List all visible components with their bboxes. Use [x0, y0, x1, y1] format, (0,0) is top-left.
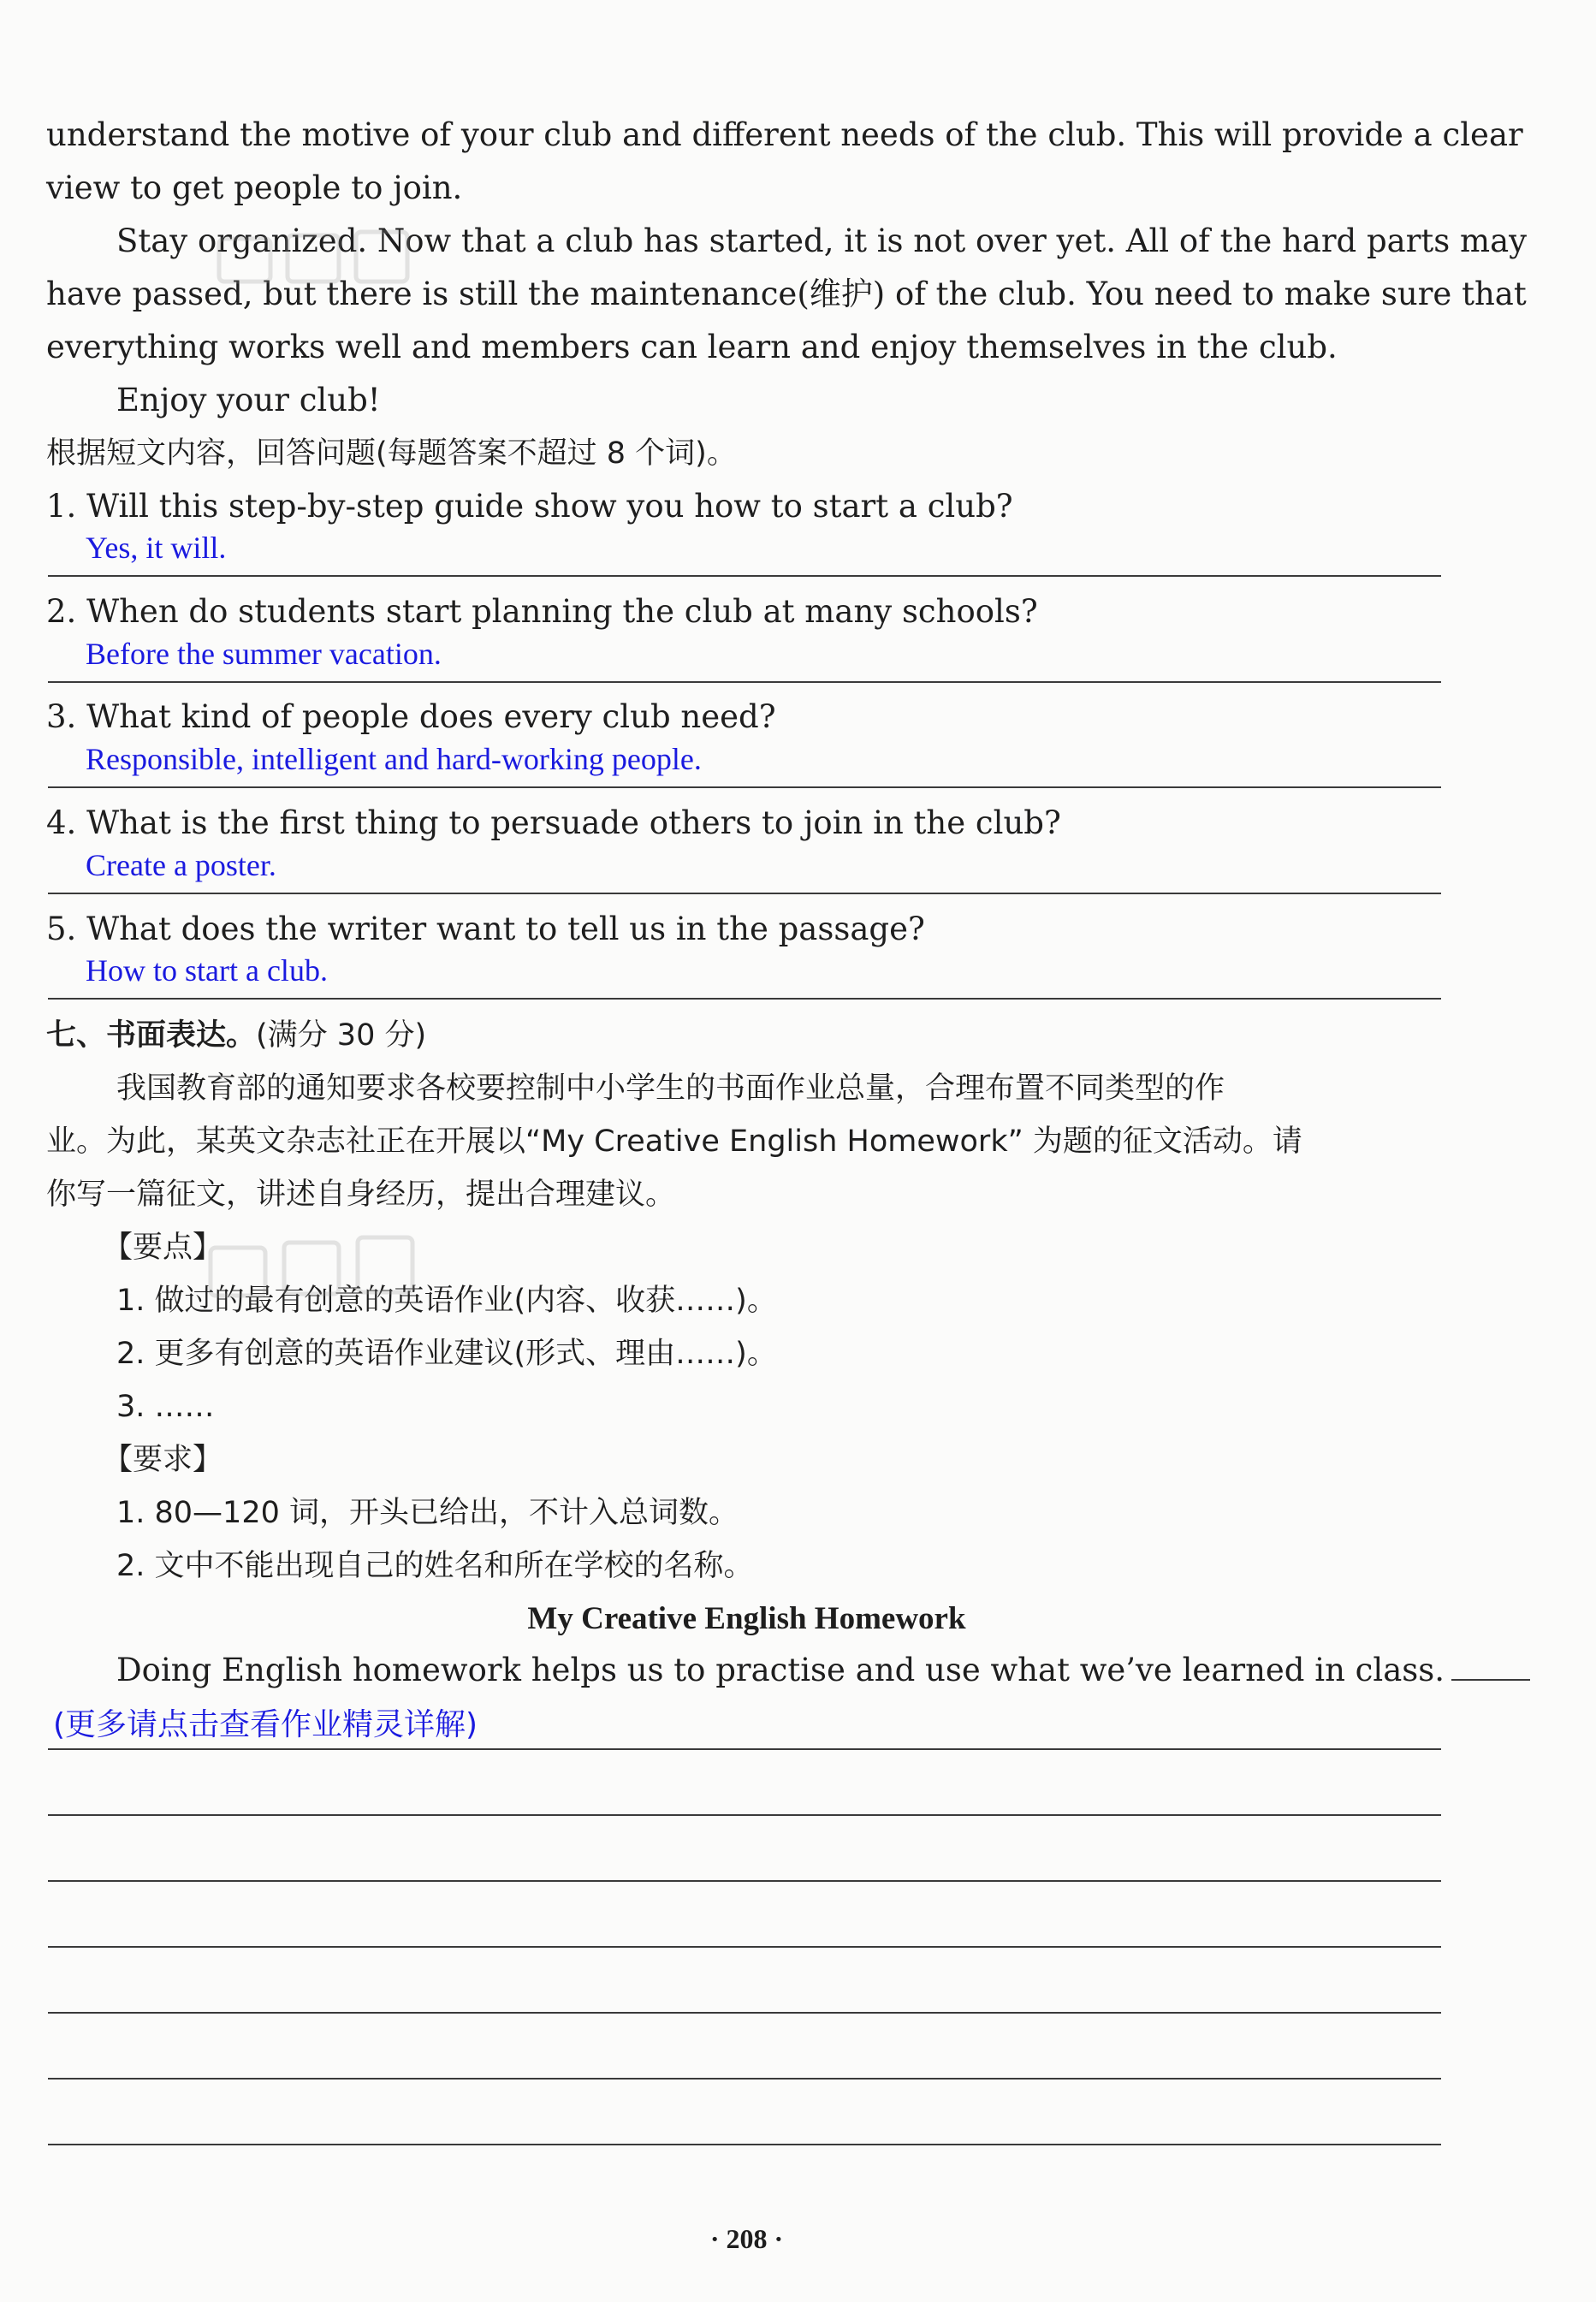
- point-item: 1. 做过的最有创意的英语作业(内容、收获……)。: [116, 1284, 777, 1318]
- passage-line: Stay organized. Now that a club has started, it is not over yet. All of the hard parts may: [116, 222, 1528, 259]
- writing-intro: 我国教育部的通知要求各校要控制中小学生的书面作业总量，合理布置不同类型的作: [116, 1071, 1225, 1106]
- writing-heading-title: 七、书面表达。: [46, 1018, 257, 1053]
- watermark-stamp: [205, 1232, 428, 1309]
- answer-1: Yes, it will.: [86, 531, 227, 565]
- essay-start-text: Doing English homework helps us to practise and use what we’ve learned in class.: [116, 1652, 1445, 1688]
- writing-line[interactable]: [48, 2012, 1441, 2014]
- writing-line[interactable]: [48, 1946, 1441, 1948]
- writing-line[interactable]: [48, 1880, 1441, 1882]
- answer-rule: [48, 681, 1441, 683]
- writing-line[interactable]: [48, 2078, 1441, 2080]
- page-number: · 208 ·: [709, 2223, 784, 2254]
- passage-line: view to get people to join.: [46, 169, 463, 206]
- essay-start-line: [116, 1653, 1451, 1688]
- answer-2: Before the summer vacation.: [86, 637, 442, 671]
- point-item: 2. 更多有创意的英语作业建议(形式、理由……)。: [116, 1337, 777, 1371]
- question-instruction: 根据短文内容，回答问题(每题答案不超过 8 个词)。: [46, 436, 737, 471]
- question-2: 2. When do students start planning the club at many schools?: [46, 593, 1038, 630]
- answer-3: Responsible, intelligent and hard-working people.: [86, 742, 702, 776]
- writing-line[interactable]: [48, 1748, 1441, 1750]
- passage-line: Enjoy your club!: [116, 382, 381, 418]
- writing-line[interactable]: [48, 2144, 1441, 2145]
- question-5: 5. What does the writer want to tell us in the passage?: [46, 911, 925, 947]
- points-label: 【要点】: [103, 1231, 223, 1265]
- essay-blank[interactable]: [1451, 1653, 1530, 1681]
- writing-line[interactable]: [48, 1814, 1441, 1816]
- question-3: 3. What kind of people does every club need?: [46, 698, 776, 735]
- writing-intro: 业。为此，某英文杂志社正在开展以“My Creative English Homework” 为题的征文活动。请: [46, 1124, 1302, 1159]
- question-4: 4. What is the first thing to persuade others to join in the club?: [46, 804, 1061, 841]
- writing-heading-score: (满分 30 分): [256, 1018, 427, 1053]
- question-1: 1. Will this step-by-step guide show you how to start a club?: [46, 488, 1013, 525]
- passage-line: have passed, but there is still the maintenance(维护) of the club. You need to make sure that: [46, 276, 1527, 312]
- answer-rule: [48, 998, 1441, 1000]
- point-item: 3. ……: [116, 1390, 215, 1424]
- essay-title: My Creative English Homework: [527, 1601, 966, 1636]
- answer-4: Create a poster.: [86, 848, 276, 882]
- writing-intro: 你写一篇征文，讲述自身经历，提出合理建议。: [46, 1178, 676, 1212]
- answer-5: How to start a club.: [86, 953, 328, 988]
- writing-heading: [46, 1018, 1441, 1053]
- more-details-link[interactable]: (更多请点击查看作业精灵详解): [53, 1707, 478, 1742]
- watermark-stamp: [214, 227, 419, 295]
- answer-rule: [48, 893, 1441, 894]
- requirement-item: 1. 80—120 词，开头已给出，不计入总词数。: [116, 1496, 739, 1530]
- passage-line: understand the motive of your club and different needs of the club. This will provide a clear: [46, 116, 1523, 153]
- requirements-label: 【要求】: [103, 1443, 223, 1477]
- requirement-item: 2. 文中不能出现自己的姓名和所在学校的名称。: [116, 1549, 754, 1583]
- passage-line: everything works well and members can learn and enjoy themselves in the club.: [46, 329, 1338, 365]
- answer-rule: [48, 786, 1441, 788]
- answer-rule: [48, 575, 1441, 577]
